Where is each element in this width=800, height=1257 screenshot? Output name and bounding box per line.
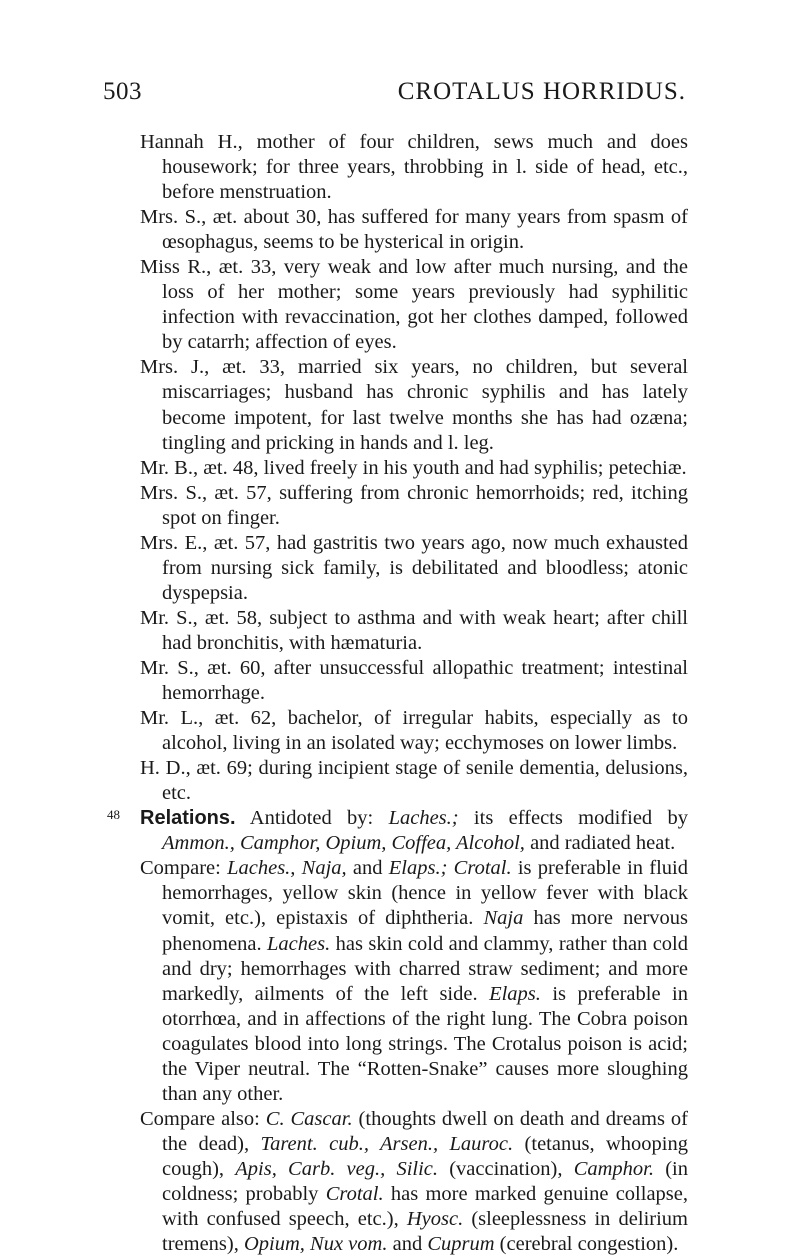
compare-text: (sleeplessness in delirium tremens), [162,1208,688,1256]
compare-text: has skin cold and clammy, rather than cold and dry; hemorrhages with charred straw sediment; and more markedly, ailments of the left side. [162,932,688,1005]
section-number: 48 [107,807,120,823]
case-entry: Miss R., æt. 33, very weak and low after much nursing, and the loss of her mother; some years previously had syphilitic infection with revaccination, got her clothes damped, followed by catarrh; affection of eyes. [140,256,688,354]
page-body [107,130,689,1257]
compare-text: Compare: [140,857,228,880]
compare-text: Compare also: [140,1107,266,1130]
remedy-name: Elaps.; Crotal. [388,857,512,880]
case-entry: Mrs. S., æt. about 30, has suffered for many years from spasm of œsophagus, seems to be hysterical in origin. [140,206,688,254]
compare-text: is preferable in otorrhœa, and in affections of the right lung. The Cobra poison coagulates blood into long strings. The Crotalus poison is acid; the Viper neutral. The “Rotten-Snake” causes more sloughing than any other. [162,982,688,1105]
case-entry: Mr. B., æt. 48, lived freely in his youth and had syphilis; petechiæ. [140,456,687,479]
compare-also-paragraph [140,1107,688,1257]
antidoted-paragraph [140,806,688,856]
remedy-name: Laches. [267,932,331,955]
remedy-name: Opium, Nux vom. [243,1233,388,1256]
case-entry: Mr. L., æt. 62, bachelor, of irregular habits, especially as to alcohol, living in an isolated way; ecchymoses on lower limbs. [140,707,688,755]
compare-text: and [387,1233,428,1256]
remedy-name: C. Cascar. [265,1107,353,1130]
case-entry: Mr. S., æt. 58, subject to asthma and with weak heart; after chill had bronchitis, with hæmaturia. [140,606,688,654]
compare-text: has more nervous phenomena. [162,907,689,955]
relations-heading: Relations. [140,807,236,830]
compare-text: (cerebral congestion). [494,1233,679,1256]
remedy-name: Tarent. cub., Arsen., Lauroc. [260,1132,514,1155]
remedy-name: Apis, Carb. veg., Silic. [235,1157,439,1180]
compare-text: has more marked genuine collapse, with confused speech, etc.), [162,1182,688,1231]
remedy-name: Naja [483,907,524,930]
antidoted-text: its effects modified by [458,807,688,830]
compare-paragraph [140,856,688,1106]
page-header [103,78,686,110]
case-entry: H. D., æt. 69; during incipient stage of senile dementia, delusions, etc. [140,757,688,805]
case-entry: Hannah H., mother of four children, sews much and does housework; for three years, throbbing in l. side of head, etc., before menstruation. [140,131,688,204]
running-head: CROTALUS HORRIDUS. [397,78,686,105]
remedy-name: Cuprum [427,1233,495,1256]
remedy-name: Crotal. [325,1182,384,1205]
case-entry: Mr. S., æt. 60, after unsuccessful allopathic treatment; intestinal hemorrhage. [140,656,688,705]
compare-text: and [346,857,389,880]
antidoted-text: Antidoted by: [235,807,389,830]
case-entry: Mrs. E., æt. 57, had gastritis two years ago, now much exhausted from nursing sick family, is debilitated and bloodless; atonic dyspepsia. [140,531,688,604]
relations-section [107,806,689,1257]
compare-text: (thoughts dwell on death and dreams of the dead), [162,1107,688,1155]
remedy-name: Laches., Naja, [227,857,347,880]
remedy-name: Hyosc. [406,1208,464,1231]
case-entry: Mrs. J., æt. 33, married six years, no children, but several miscarriages; husband has chronic syphilis and has lately become impotent, for last twelve months she has had ozæna; tingling and pricking in hands and l. leg. [140,356,688,454]
compare-text: is preferable in fluid hemorrhages, yellow skin (hence in yellow fever with black vomit, etc.), epistaxis of diphtheria. [162,857,688,930]
compare-text: (tetanus, whooping cough), [162,1132,688,1180]
remedy-name: Ammon., Camphor, Opium, Coffea, Alcohol, [162,832,525,855]
compare-text: (vaccination), [438,1157,574,1180]
case-entry: Mrs. S., æt. 57, suffering from chronic hemorrhoids; red, itching spot on finger. [140,481,688,529]
antidoted-text: and radiated heat. [524,832,676,855]
page-number: 503 [103,78,142,105]
remedy-name: Elaps. [489,982,541,1005]
compare-text: (in coldness; probably [162,1157,688,1205]
remedy-name: Laches.; [388,807,459,830]
remedy-name: Camphor. [573,1157,655,1180]
